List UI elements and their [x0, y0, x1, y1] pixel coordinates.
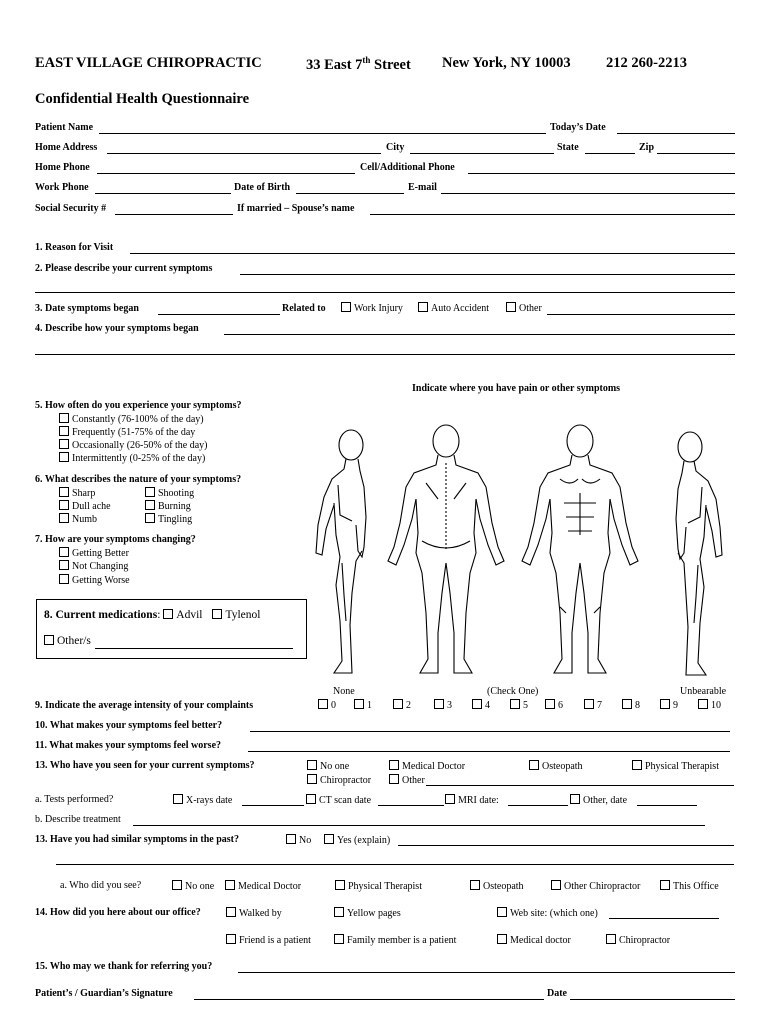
diagram-caption: Indicate where you have pain or other symptoms: [412, 383, 621, 394]
body-side-view-left[interactable]: [304, 425, 379, 680]
dob-label: Date of Birth: [234, 182, 291, 193]
dob-field[interactable]: [296, 193, 404, 194]
q3-related-label: Related to: [282, 303, 326, 314]
state-label: State: [557, 142, 579, 153]
checkbox-icon: [545, 699, 555, 709]
checkbox-icon: [59, 560, 69, 570]
q8-option-other[interactable]: Other/s: [44, 635, 91, 647]
q6-option-sharp[interactable]: Sharp: [59, 487, 95, 499]
q3-date-field[interactable]: [158, 314, 280, 315]
checkbox-icon: [660, 880, 670, 890]
clinic-city: New York, NY 10003: [442, 55, 571, 71]
q9-option-9[interactable]: 9: [660, 699, 678, 711]
q4-field[interactable]: [224, 334, 735, 335]
q13a-option-other[interactable]: Other: [389, 774, 425, 786]
q3-other-field[interactable]: [547, 314, 735, 315]
q6-option-shooting[interactable]: Shooting: [145, 487, 194, 499]
who-did-you-see-label: a. Who did you see?: [60, 880, 142, 891]
checkbox-icon: [354, 699, 364, 709]
checkbox-icon: [470, 880, 480, 890]
todays-date-label: Today’s Date: [550, 122, 606, 133]
q9-none-label: None: [333, 686, 355, 697]
checkbox-icon: [551, 880, 561, 890]
q8-row: 8. Current medications: Advil Tylenol: [44, 609, 261, 621]
q14-option-walked-by[interactable]: Walked by: [226, 907, 282, 919]
spouse-label: If married – Spouse’s name: [237, 203, 355, 214]
q6-option-numb[interactable]: Numb: [59, 513, 97, 525]
q8-option-tylenol[interactable]: Tylenol: [212, 609, 260, 621]
body-side-view-right[interactable]: [664, 427, 736, 680]
q9-option-10[interactable]: 10: [698, 699, 721, 711]
checkbox-icon: [44, 635, 54, 645]
q10-field[interactable]: [250, 731, 730, 732]
q15-field[interactable]: [238, 972, 735, 973]
q13a-option-osteopath[interactable]: Osteopath: [529, 760, 583, 772]
xray-date-field[interactable]: [242, 805, 304, 806]
q10-label: 10. What makes your symptoms feel better?: [35, 720, 223, 731]
q6-option-burning[interactable]: Burning: [145, 500, 191, 512]
q13a-option-no-one[interactable]: No one: [307, 760, 349, 772]
q8-label: 8. Current medications: [44, 609, 158, 621]
q9-option-6[interactable]: 6: [545, 699, 563, 711]
checkbox-icon: [59, 513, 69, 523]
q9-option-4[interactable]: 4: [472, 699, 490, 711]
city-label: City: [386, 142, 405, 153]
describe-treatment-field[interactable]: [133, 825, 705, 826]
clinic-phone: 212 260-2213: [606, 55, 687, 71]
q9-option-5[interactable]: 5: [510, 699, 528, 711]
checkbox-icon: [472, 699, 482, 709]
q2-label: 2. Please describe your current symptoms: [35, 263, 213, 274]
q1-field[interactable]: [130, 253, 735, 254]
checkbox-icon: [306, 794, 316, 804]
q13a-other-field[interactable]: [426, 785, 734, 786]
q5-label: 5. How often do you experience your symptoms?: [35, 400, 242, 411]
home-address-field[interactable]: [107, 153, 381, 154]
signature-date-label: Date: [547, 988, 567, 999]
q13a-option-medical-doctor[interactable]: Medical Doctor: [389, 760, 465, 772]
q11-label: 11. What makes your symptoms feel worse?: [35, 740, 222, 751]
checkbox-icon: [334, 934, 344, 944]
q6-option-dull-ache[interactable]: Dull ache: [59, 500, 111, 512]
q4-field-line2[interactable]: [35, 354, 735, 355]
q13a-option-physical-therapist[interactable]: Physical Therapist: [632, 760, 719, 772]
who-option-no-one[interactable]: No one: [172, 880, 214, 892]
q6-label: 6. What describes the nature of your symptoms?: [35, 474, 242, 485]
q3-option-other[interactable]: Other: [506, 302, 542, 314]
checkbox-icon: [506, 302, 516, 312]
page-title: Confidential Health Questionnaire: [35, 91, 250, 107]
q14-option-yellow-pages[interactable]: Yellow pages: [334, 907, 401, 919]
home-phone-label: Home Phone: [35, 162, 90, 173]
q9-option-7[interactable]: 7: [584, 699, 602, 711]
q15-label: 15. Who may we thank for referring you?: [35, 961, 213, 972]
checkbox-icon: [632, 760, 642, 770]
ssn-label: Social Security #: [35, 203, 107, 214]
checkbox-icon: [324, 834, 334, 844]
checkbox-icon: [59, 439, 69, 449]
checkbox-icon: [145, 500, 155, 510]
q1-label: 1. Reason for Visit: [35, 242, 114, 253]
q5-option-occasionally[interactable]: Occasionally (26-50% of the day): [59, 439, 208, 451]
todays-date-field[interactable]: [617, 133, 735, 134]
tests-option-mri[interactable]: MRI date:: [445, 794, 499, 806]
spouse-field[interactable]: [370, 214, 735, 215]
q13b-option-yes[interactable]: Yes (explain): [324, 834, 390, 846]
checkbox-icon: [529, 760, 539, 770]
checkbox-icon: [59, 452, 69, 462]
q3-option-auto-accident[interactable]: Auto Accident: [418, 302, 489, 314]
checkbox-icon: [286, 834, 296, 844]
who-option-this-office[interactable]: This Office: [660, 880, 719, 892]
checkbox-icon: [389, 774, 399, 784]
q8-other-field[interactable]: [95, 648, 293, 649]
checkbox-icon: [622, 699, 632, 709]
work-phone-field[interactable]: [95, 193, 231, 194]
checkbox-icon: [59, 487, 69, 497]
who-option-other-chiropractor[interactable]: Other Chiropractor: [551, 880, 640, 892]
checkbox-icon: [225, 880, 235, 890]
clinic-address: 33 East 7th Street: [306, 55, 411, 73]
checkbox-icon: [570, 794, 580, 804]
who-option-physical-therapist[interactable]: Physical Therapist: [335, 880, 422, 892]
describe-treatment-label: b. Describe treatment: [35, 814, 121, 825]
q5-option-constantly[interactable]: Constantly (76-100% of the day): [59, 413, 204, 425]
q6-option-tingling[interactable]: Tingling: [145, 513, 192, 525]
checkbox-icon: [606, 934, 616, 944]
checkbox-icon: [212, 609, 222, 619]
checkbox-icon: [434, 699, 444, 709]
q13b-explain-field[interactable]: [398, 845, 734, 846]
q13b-option-no[interactable]: No: [286, 834, 311, 846]
medications-box: [36, 599, 307, 659]
checkbox-icon: [59, 500, 69, 510]
q13a-option-chiropractor[interactable]: Chiropractor: [307, 774, 371, 786]
q14-option-medical-doctor[interactable]: Medical doctor: [497, 934, 571, 946]
q9-check-one-label: (Check One): [487, 686, 539, 697]
email-label: E-mail: [408, 182, 437, 193]
q14-option-friend[interactable]: Friend is a patient: [226, 934, 311, 946]
clinic-name: EAST VILLAGE CHIROPRACTIC: [35, 55, 262, 71]
checkbox-icon: [226, 934, 236, 944]
checkbox-icon: [307, 774, 317, 784]
q9-unbearable-label: Unbearable: [680, 686, 727, 697]
checkbox-icon: [510, 699, 520, 709]
signature-field[interactable]: [194, 999, 544, 1000]
q7-option-not-changing[interactable]: Not Changing: [59, 560, 128, 572]
patient-name-field[interactable]: [99, 133, 546, 134]
checkbox-icon: [334, 907, 344, 917]
q9-label: 9. Indicate the average intensity of your complaints: [35, 700, 254, 711]
patient-name-label: Patient Name: [35, 122, 94, 133]
q14-label: 14. How did you here about our office?: [35, 907, 201, 918]
checkbox-icon: [584, 699, 594, 709]
home-address-label: Home Address: [35, 142, 98, 153]
checkbox-icon: [59, 426, 69, 436]
home-phone-field[interactable]: [97, 173, 355, 174]
checkbox-icon: [660, 699, 670, 709]
q4-label: 4. Describe how your symptoms began: [35, 323, 199, 334]
checkbox-icon: [173, 794, 183, 804]
q14-web-site-field[interactable]: [609, 918, 719, 919]
mri-date-field[interactable]: [508, 805, 568, 806]
q14-option-chiropractor[interactable]: Chiropractor: [606, 934, 670, 946]
q7-option-worse[interactable]: Getting Worse: [59, 574, 130, 586]
body-front-view[interactable]: [516, 423, 644, 680]
checkbox-icon: [335, 880, 345, 890]
ct-date-field[interactable]: [378, 805, 444, 806]
cell-phone-field[interactable]: [468, 173, 735, 174]
q3-label: 3. Date symptoms began: [35, 303, 139, 314]
q14-option-family[interactable]: Family member is a patient: [334, 934, 456, 946]
q13b-label: 13. Have you had similar symptoms in the past?: [35, 834, 240, 845]
signature-date-field[interactable]: [570, 999, 735, 1000]
q5-option-frequently[interactable]: Frequently (51-75% of the day: [59, 426, 195, 438]
checkbox-icon: [497, 907, 507, 917]
checkbox-icon: [307, 760, 317, 770]
q11-field[interactable]: [248, 751, 730, 752]
email-field[interactable]: [441, 193, 735, 194]
work-phone-label: Work Phone: [35, 182, 89, 193]
checkbox-icon: [59, 574, 69, 584]
zip-label: Zip: [639, 142, 655, 153]
checkbox-icon: [318, 699, 328, 709]
city-field[interactable]: [410, 153, 554, 154]
checkbox-icon: [145, 513, 155, 523]
checkbox-icon: [341, 302, 351, 312]
checkbox-icon: [698, 699, 708, 709]
tests-option-ct[interactable]: CT scan date: [306, 794, 371, 806]
q7-option-better[interactable]: Getting Better: [59, 547, 129, 559]
state-field[interactable]: [585, 153, 635, 154]
q13b-explain-field-line2[interactable]: [56, 864, 734, 865]
body-back-view[interactable]: [382, 423, 510, 680]
q9-option-1[interactable]: 1: [354, 699, 372, 711]
signature-label: Patient’s / Guardian’s Signature: [35, 988, 173, 999]
other-date-field[interactable]: [637, 805, 697, 806]
q8-option-advil[interactable]: Advil: [163, 609, 202, 621]
q9-option-2[interactable]: 2: [393, 699, 411, 711]
q2-field[interactable]: [240, 274, 735, 275]
cell-phone-label: Cell/Additional Phone: [360, 162, 455, 173]
checkbox-icon: [172, 880, 182, 890]
checkbox-icon: [497, 934, 507, 944]
q3-option-work-injury[interactable]: Work Injury: [341, 302, 403, 314]
checkbox-icon: [59, 413, 69, 423]
checkbox-icon: [59, 547, 69, 557]
q2-field-line2[interactable]: [35, 292, 735, 293]
checkbox-icon: [393, 699, 403, 709]
ssn-field[interactable]: [115, 214, 233, 215]
q5-option-intermittently[interactable]: Intermittently (0-25% of the day): [59, 452, 205, 464]
who-option-osteopath[interactable]: Osteopath: [470, 880, 524, 892]
tests-option-xray[interactable]: X-rays date: [173, 794, 232, 806]
tests-label: a. Tests performed?: [35, 794, 114, 805]
q13a-label: 13. Who have you seen for your current symptoms?: [35, 760, 255, 771]
checkbox-icon: [445, 794, 455, 804]
q14-option-web-site[interactable]: Web site: (which one): [497, 907, 598, 919]
q7-label: 7. How are your symptoms changing?: [35, 534, 196, 545]
checkbox-icon: [226, 907, 236, 917]
zip-field[interactable]: [657, 153, 735, 154]
checkbox-icon: [163, 609, 173, 619]
checkbox-icon: [389, 760, 399, 770]
checkbox-icon: [145, 487, 155, 497]
q9-option-3[interactable]: 3: [434, 699, 452, 711]
q9-option-0[interactable]: 0: [318, 699, 336, 711]
who-option-medical-doctor[interactable]: Medical Doctor: [225, 880, 301, 892]
tests-option-other[interactable]: Other, date: [570, 794, 627, 806]
checkbox-icon: [418, 302, 428, 312]
q9-option-8[interactable]: 8: [622, 699, 640, 711]
